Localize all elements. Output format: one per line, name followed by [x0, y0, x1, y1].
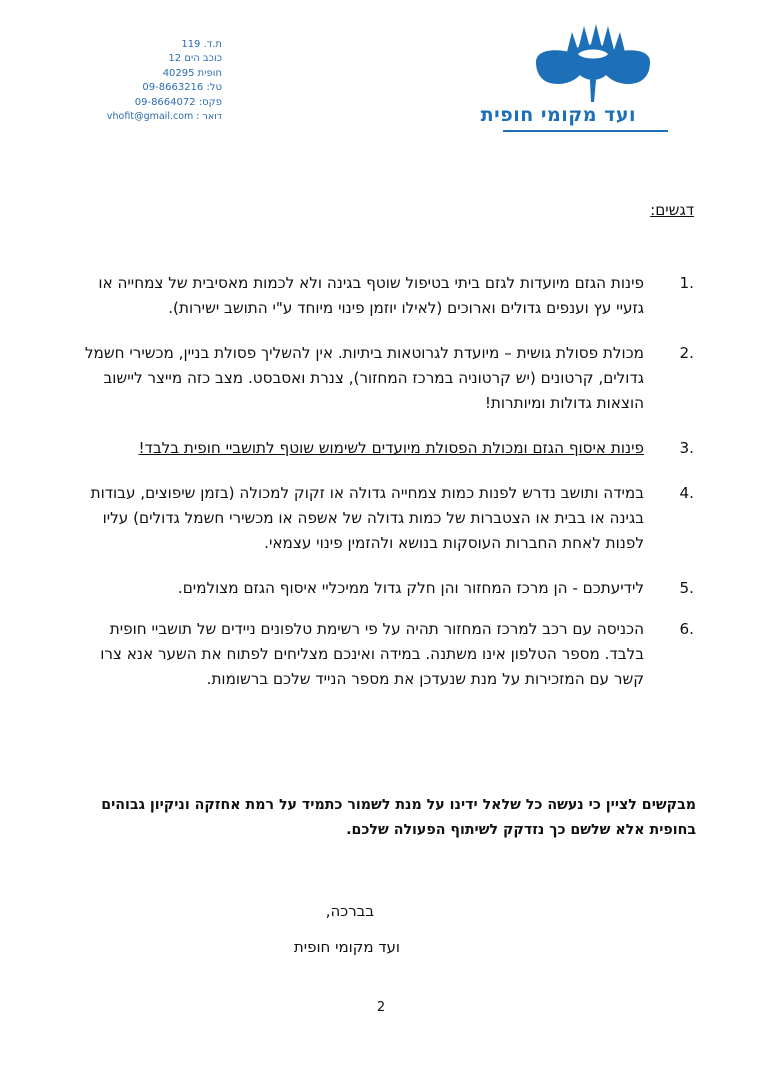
closing-paragraph: מבקשים לציין כי נעשה כל שלאל ידינו על מנת לשמור כתמיד על רמת אחזקה וניקיון גבוהים בחופית אלא שלשם כך נזדקק לשיתוף הפעולה שלכם. [101, 797, 696, 838]
section-heading: דגשים: [650, 201, 694, 219]
page-number: 2 [376, 1000, 386, 1015]
item-number: 4. [679, 484, 694, 502]
list-item [72, 271, 694, 321]
item-number: 6. [679, 620, 694, 638]
item-number: 2. [679, 344, 694, 362]
logo-underline [503, 130, 668, 132]
flower-emblem-icon [528, 18, 658, 102]
phone-line: טל: 09-8663216 [142, 82, 222, 94]
item-text: במידה ותושב נדרש לפנות כמות צמחייה גדולה או זקוק למכולה (בזמן שיפוצים, עבודות בגינה או בבית או הצטברות של כמות גדולה של אשפה או מכשירי חשמל גדולים) עליו לפנות לאחת החברות העוסקות בנושא ולהזמין פינוי עצמאי. [90, 484, 644, 552]
guidelines-list [72, 271, 694, 692]
item-text: לידיעתכם - הן מרכז המחזור והן חלק גדול ממיכליי איסוף הגזם מצולמים. [177, 579, 644, 597]
street-line: כוכב הים 12 [168, 53, 222, 65]
fax-line: פקס: 09-8664072 [134, 96, 222, 108]
item-number: 3. [679, 439, 694, 457]
item-text: הכניסה עם רכב למרכז המחזור תהיה על פי רשימת טלפונים ניידים של תושביי חופית בלבד. מספר הטלפון אינו משתנה. במידה ואינכם מצליחים לפתוח את השער אנא צרו קשר עם המזכירות על מנת שנעדכן את מספר הנייד שלכם ברשומות. [100, 620, 644, 688]
list-item [72, 436, 694, 461]
item-text: מכולת פסולת גושית – מיועדת לגרוטאות ביתיות. אין להשליך פסולת בניין, מכשירי חשמל גדולים, קרטונים (יש קרטוניה במרכז המחזור), צנרת ואסבסט. מצב כזה מייצר ליישוב הוצאות גדולות ומיותרות! [84, 344, 644, 412]
item-number: 5. [679, 579, 694, 597]
item-text: פינות איסוף הגזם ומכולת הפסולת מיועדים לשימוש שוטף לתושביי חופית בלבד! [138, 439, 644, 457]
signer-name: ועד מקומי חופית [293, 938, 400, 956]
document-body [72, 198, 694, 712]
item-text: פינות הגזם מיועדות לגזם ביתי בטיפול שוטף בגינה ולא לכמות מאסיבית של צמחייה או גזעיי עץ וענפים גדולים וארוכים (לאילו יוזמן פינוי מיוחד ע"י התושב ישירות). [98, 274, 644, 317]
po-box-line: ת.ד. 119 [181, 39, 222, 50]
list-item [72, 341, 694, 416]
list-item [72, 481, 694, 556]
contact-details [100, 38, 222, 124]
greeting-text: בברכה, [325, 902, 374, 920]
list-item [72, 617, 694, 692]
signature-block [240, 893, 400, 965]
letterhead-logo [448, 18, 698, 126]
item-number: 1. [679, 274, 694, 292]
email-line: דואר : vhofit@gmail.com [106, 111, 222, 123]
city-line: חופית 40295 [162, 67, 222, 79]
list-item [72, 576, 694, 601]
org-name-logo-text: ועד מקומי חופית [480, 104, 636, 126]
